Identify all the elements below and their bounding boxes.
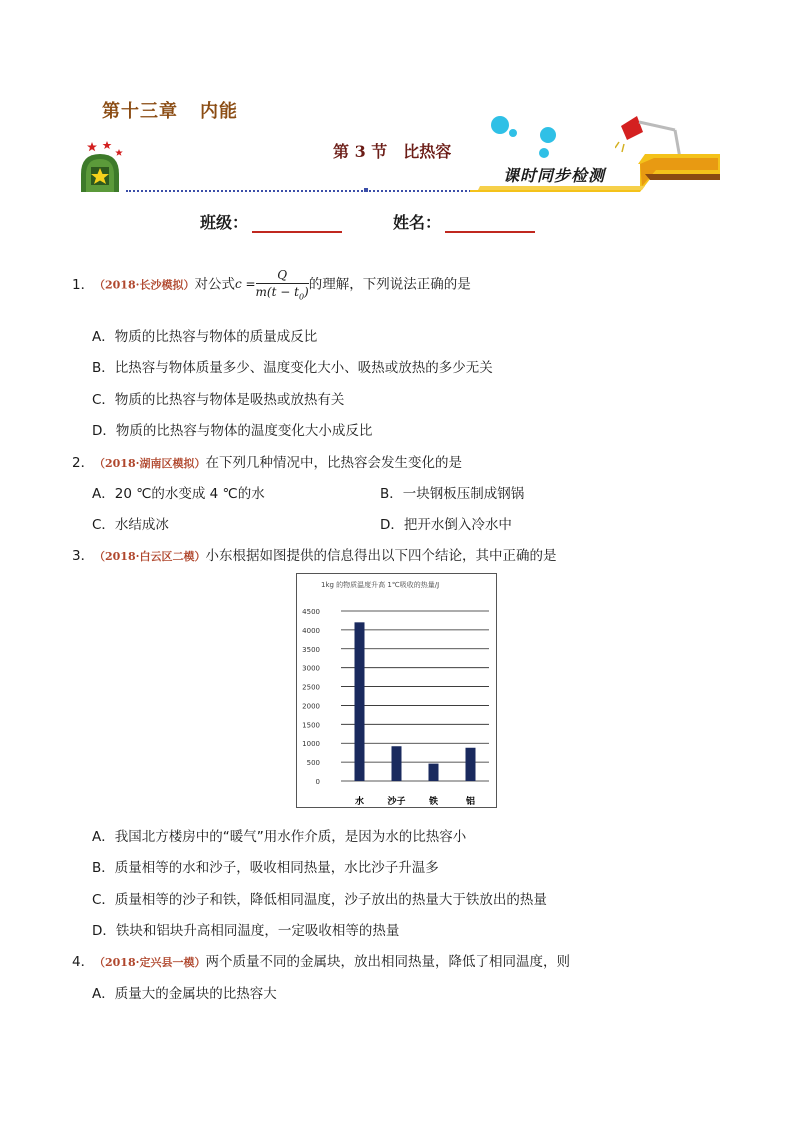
section-title: 比热容 — [403, 142, 452, 161]
question-number: 2． — [72, 455, 95, 471]
question-text: 两个质量不同的金属块，放出相同热量，降低了相同温度，则 — [205, 954, 570, 970]
option-2b[interactable]: B．一块钢板压制成钢锅 — [380, 486, 525, 502]
chapter-number: 第十三章 — [102, 101, 178, 122]
question-text: 对公式 — [194, 276, 235, 293]
y-tick-label: 1500 — [302, 721, 320, 730]
y-tick-label: 4500 — [302, 608, 320, 616]
divider-dot — [364, 188, 368, 192]
option-2c[interactable]: C．水结成冰 — [92, 517, 169, 533]
header-divider — [126, 190, 506, 192]
name-field — [393, 210, 535, 233]
class-label: 班级： — [200, 213, 249, 232]
question-2 — [72, 451, 462, 471]
y-tick-label: 3500 — [302, 645, 320, 654]
option-3c[interactable]: C．质量相等的沙子和铁，降低相同温度，沙子放出的热量大于铁放出的热量 — [92, 892, 547, 908]
bar — [466, 748, 476, 781]
question-text: 的理解，下列说法正确的是 — [308, 276, 471, 293]
y-tick-label: 4000 — [302, 626, 320, 635]
question-text: 小东根据如图提供的信息得出以下四个结论，其中正确的是 — [205, 548, 557, 564]
question-text: 在下列几种情况中，比热容会发生变化的是 — [205, 455, 462, 471]
chapter-heading — [102, 97, 238, 123]
question-source: （2018·白云区二模） — [94, 550, 206, 563]
name-blank[interactable] — [445, 215, 535, 233]
specific-heat-formula: c = $\frac{Q}{m(t - t_0)}$ — [234, 268, 309, 302]
option-3b[interactable]: B．质量相等的水和沙子，吸收相同热量，水比沙子升温多 — [92, 860, 439, 876]
bar — [392, 746, 402, 781]
option-3a[interactable]: A．我国北方楼房中的“暖气”用水作介质，是因为水的比热容小 — [92, 829, 467, 845]
class-field — [200, 210, 342, 233]
bar — [355, 622, 365, 781]
question-source: （2018·长沙模拟） — [94, 278, 195, 292]
question-source: （2018·定兴县一模） — [94, 956, 206, 969]
class-blank[interactable] — [252, 215, 342, 233]
x-tick-label: 沙子 — [387, 797, 406, 807]
y-tick-label: 2500 — [302, 683, 320, 692]
question-4 — [72, 950, 570, 970]
x-tick-label: 铁 — [428, 797, 439, 807]
question-source: （2018·湖南区模拟） — [94, 457, 206, 470]
question-number: 3． — [72, 548, 95, 564]
y-tick-label: 3000 — [302, 664, 320, 673]
chart-title: 1kg 的物质温度升高 1℃吸收的热量/J — [321, 581, 440, 589]
question-number: 1． — [72, 276, 95, 293]
option-1a[interactable]: A．物质的比热容与物体的质量成反比 — [92, 329, 318, 345]
specific-heat-chart — [296, 573, 497, 808]
banner-label: 课时同步检测 — [503, 166, 606, 185]
option-2d[interactable]: D．把开水倒入冷水中 — [380, 517, 512, 533]
section-heading — [333, 139, 451, 162]
bar — [429, 764, 439, 781]
question-1 — [72, 268, 471, 301]
option-1b[interactable]: B．比热容与物体质量多少、温度变化大小、吸热或放热的多少无关 — [92, 360, 493, 376]
option-3d[interactable]: D．铁块和铝块升高相同温度，一定吸收相等的热量 — [92, 923, 400, 939]
x-tick-label: 铝 — [465, 797, 476, 807]
y-tick-label: 1000 — [302, 740, 320, 749]
question-3 — [72, 544, 556, 564]
chapter-title: 内能 — [200, 101, 238, 122]
option-2a[interactable]: A．20 ℃的水变成 4 ℃的水 — [92, 486, 265, 502]
star-badge-icon — [78, 140, 130, 198]
x-tick-label: 水 — [354, 797, 365, 807]
option-1d[interactable]: D．物质的比热容与物体的温度变化大小成反比 — [92, 423, 373, 439]
question-number: 4． — [72, 954, 95, 970]
y-tick-label: 2000 — [302, 702, 320, 711]
option-4a[interactable]: A．质量大的金属块的比热容大 — [92, 986, 277, 1002]
name-label: 姓名： — [393, 213, 442, 232]
option-1c[interactable]: C．物质的比热容与物体是吸热或放热有关 — [92, 392, 345, 408]
section-number: 第 3 节 — [333, 142, 388, 161]
y-tick-label: 0 — [315, 778, 320, 786]
y-tick-label: 500 — [306, 759, 320, 768]
chart-plot — [297, 574, 496, 807]
